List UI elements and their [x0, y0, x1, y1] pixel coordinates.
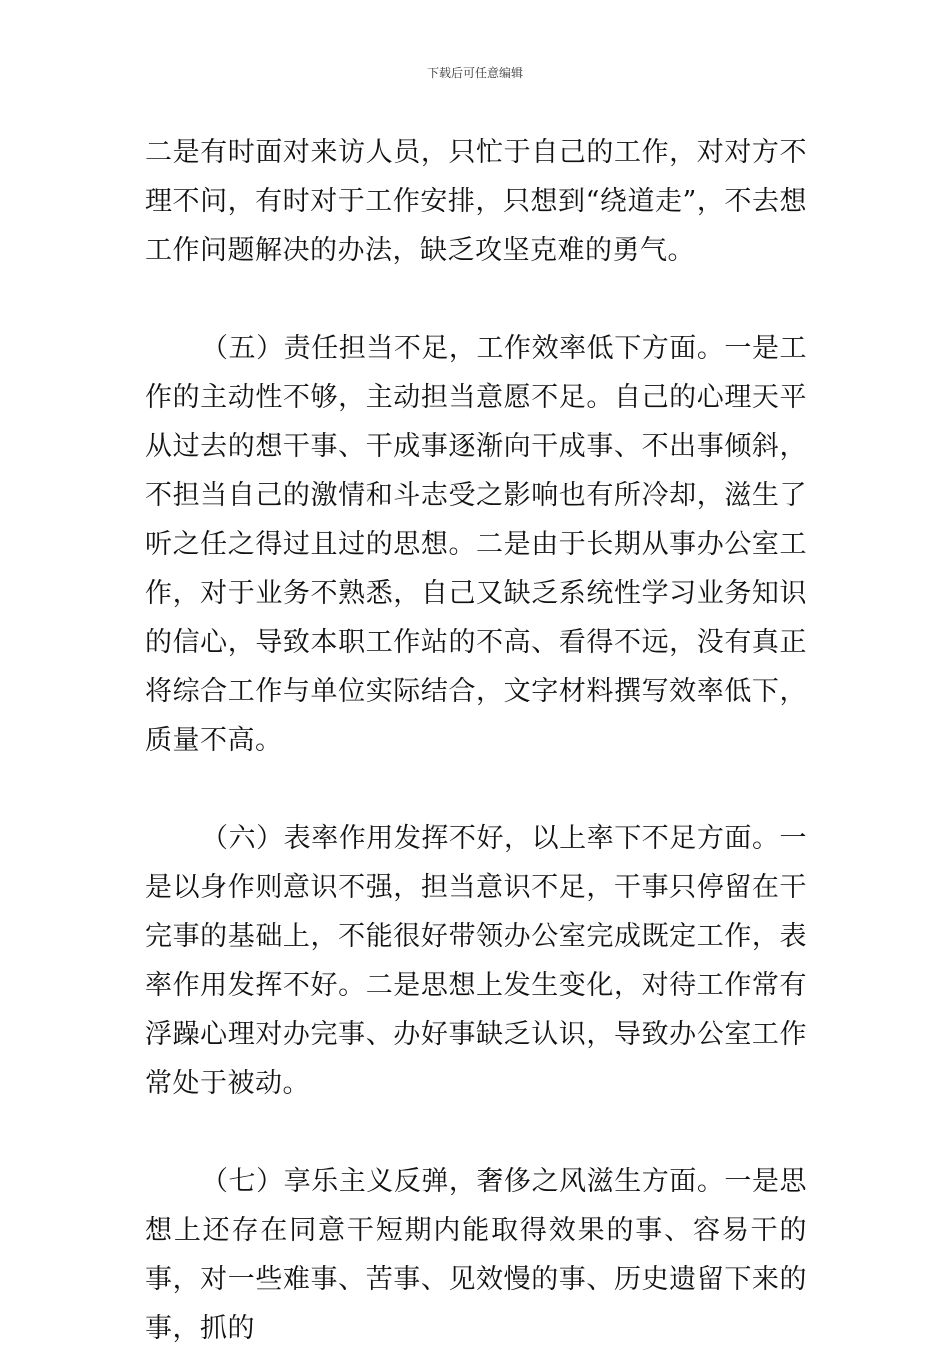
page-header: 下载后可任意编辑 — [426, 66, 523, 80]
paragraph-section-7: （七）享乐主义反弹，奢侈之风滋生方面。一是思想上还存在同意干短期内能取得效果的事、容易干的事，对一些难事、苦事、见效慢的事、历史遗留下来的事，抓的 — [145, 1166, 807, 1344]
paragraph-gap — [145, 275, 807, 324]
document-body — [145, 128, 807, 1353]
paragraph-gap — [145, 765, 807, 814]
paragraph-section-5: （五）责任担当不足，工作效率低下方面。一是工作的主动性不够，主动担当意愿不足。自己的心理天平从过去的想干事、干成事逐渐向干成事、不出事倾斜，不担当自己的激情和斗志受之影响也有所冷却，滋生了听之任之得过且过的思想。二是由于长期从事办公室工作，对于业务不熟悉，自己又缺乏系统性学习业务知识的信心，导致本职工作站的不高、看得不远，没有真正将综合工作与单位实际结合，文字材料撰写效率低下，质量不高。 — [145, 333, 807, 756]
paragraph-section-6: （六）表率作用发挥不好，以上率下不足方面。一是以身作则意识不强，担当意识不足，干事只停留在干完事的基础上，不能很好带领办公室完成既定工作，表率作用发挥不好。二是思想上发生变化，对待工作常有浮躁心理对办完事、办好事缺乏认识，导致办公室工作常处于被动。 — [145, 823, 807, 1099]
paragraph-gap — [145, 1108, 807, 1157]
paragraph-continuation: 二是有时面对来访人员，只忙于自己的工作，对对方不理不问，有时对于工作安排，只想到“绕道走”，不去想工作问题解决的办法，缺乏攻坚克难的勇气。 — [145, 137, 807, 266]
